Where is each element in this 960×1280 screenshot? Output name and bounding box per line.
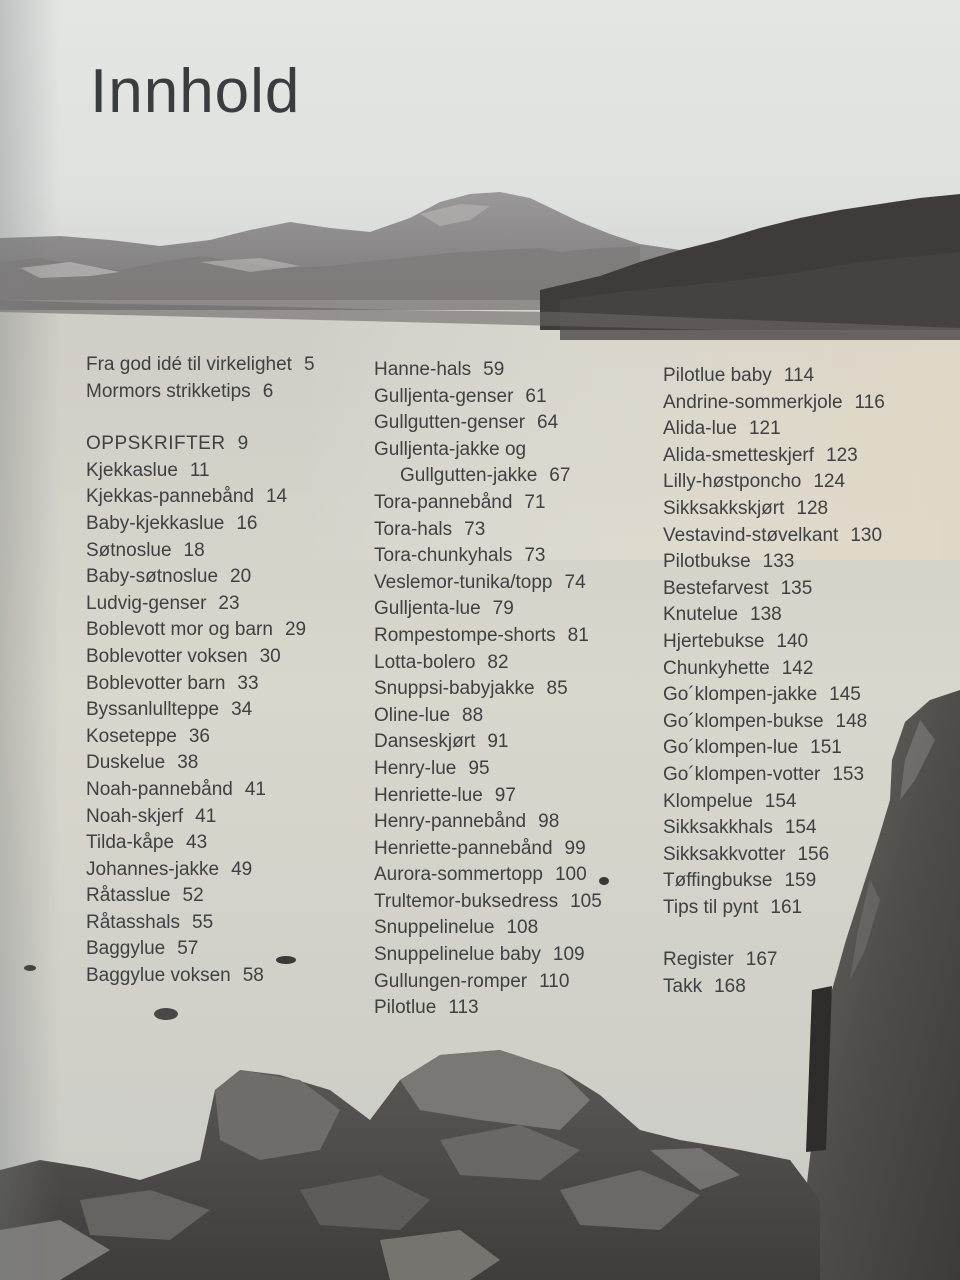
toc-page-number: 154 — [764, 790, 797, 812]
toc-page-number: 99 — [564, 837, 586, 859]
toc-entry-label: Snuppelinelue baby — [374, 944, 541, 966]
toc-page-number: 58 — [242, 965, 264, 987]
toc-page-number: 110 — [539, 970, 570, 992]
toc-entry[interactable] — [86, 591, 315, 618]
toc-entry-label: Lilly-høstponcho — [663, 471, 802, 493]
toc-entry[interactable] — [663, 709, 885, 736]
toc-entry-label: Go´klompen-votter — [663, 763, 821, 785]
toc-page-number: 74 — [564, 571, 586, 593]
toc-page-number: 36 — [188, 725, 210, 747]
toc-page-number: 121 — [748, 418, 781, 440]
toc-entry[interactable] — [374, 862, 602, 889]
toc-entry[interactable] — [374, 836, 602, 863]
toc-page-number: 148 — [835, 710, 868, 732]
toc-entry-label: Go´klompen-bukse — [663, 710, 824, 732]
toc-entry[interactable] — [374, 437, 602, 464]
toc-entry[interactable] — [86, 936, 315, 963]
toc-column-3 — [663, 363, 885, 1001]
toc-page-number: 41 — [244, 778, 266, 800]
toc-entry[interactable] — [663, 735, 885, 762]
toc-entry[interactable] — [374, 357, 602, 384]
toc-entry-label: Chunkyhette — [663, 657, 770, 679]
toc-entry-label: Boblevotter voksen — [86, 645, 248, 667]
toc-page-number: 81 — [567, 624, 589, 646]
toc-entry[interactable] — [663, 443, 885, 470]
toc-entry[interactable] — [663, 416, 885, 443]
toc-entry[interactable] — [663, 895, 885, 922]
toc-entry-label: Kjekkas-pannebånd — [86, 486, 254, 508]
toc-page-number: 82 — [487, 651, 509, 673]
toc-entry-label: Pilotbukse — [663, 551, 751, 573]
toc-entry-label: Boblevotter barn — [86, 672, 226, 694]
toc-entry[interactable] — [374, 942, 602, 969]
toc-entry[interactable] — [663, 789, 885, 816]
toc-entry-label: Pilotlue — [374, 997, 437, 1019]
toc-page-number: 73 — [464, 518, 486, 540]
toc-entry[interactable] — [374, 676, 602, 703]
toc-entry-label: Trultemor-buksedress — [374, 890, 559, 912]
toc-page-number: 9 — [237, 433, 249, 455]
toc-entry[interactable] — [86, 671, 315, 698]
toc-page-number: 91 — [487, 731, 509, 753]
toc-section-heading[interactable] — [86, 431, 315, 458]
toc-entry[interactable] — [374, 490, 602, 517]
toc-entry-label: Tora-hals — [374, 518, 453, 540]
toc-page-number: 128 — [796, 497, 829, 519]
toc-page-number: 100 — [554, 864, 587, 886]
toc-entry-label: Mormors strikketips — [86, 380, 251, 402]
toc-entry-label: Gullungen-romper — [374, 970, 528, 992]
toc-entry-label: Lotta-bolero — [374, 651, 476, 673]
toc-page-number: 168 — [714, 976, 746, 998]
toc-entry[interactable] — [374, 889, 602, 916]
toc-entry[interactable] — [86, 804, 315, 831]
toc-entry[interactable] — [374, 517, 602, 544]
toc-entry[interactable] — [374, 995, 602, 1022]
toc-page-number: 108 — [506, 917, 539, 939]
toc-entry-label: Register — [663, 949, 734, 971]
toc-entry-label: Ludvig-genser — [86, 592, 207, 614]
toc-entry-label: Tora-pannebånd — [374, 491, 513, 513]
toc-page-number: 52 — [182, 885, 204, 907]
toc-entry-label: Byssanlullteppe — [86, 699, 220, 721]
toc-page-number: 167 — [745, 949, 778, 971]
toc-entry[interactable] — [374, 463, 602, 490]
toc-entry[interactable] — [374, 809, 602, 836]
toc-entry[interactable] — [86, 910, 315, 937]
toc-page-number: 5 — [303, 354, 315, 375]
toc-page-number: 138 — [750, 604, 782, 626]
toc-page-number: 55 — [192, 911, 214, 933]
toc-entry-label: Veslemor-tunika/topp — [374, 571, 553, 593]
toc-entry-label: Sikksakkvotter — [663, 843, 786, 865]
toc-page-number: 124 — [813, 471, 846, 493]
toc-entry-label: Noah-pannebånd — [86, 778, 233, 800]
toc-entry[interactable] — [86, 644, 315, 671]
toc-page-number: 85 — [546, 678, 568, 700]
toc-entry[interactable] — [663, 602, 885, 629]
toc-entry[interactable] — [663, 549, 885, 576]
toc-entry-label: Baby-søtnoslue — [86, 566, 219, 588]
toc-entry[interactable] — [86, 963, 315, 990]
book-gutter-shadow — [0, 0, 60, 1280]
toc-entry-label: Pilotlue baby — [663, 365, 772, 386]
toc-entry-label: Tøffingbukse — [663, 870, 773, 892]
toc-entry-label: Oline-lue — [374, 704, 451, 726]
toc-entry[interactable] — [663, 815, 885, 842]
toc-page-number: 18 — [183, 539, 205, 561]
toc-entry-label: Alida-smetteskjerf — [663, 444, 814, 466]
toc-entry-label: Andrine-sommerkjole — [663, 391, 843, 413]
toc-page-number: 135 — [780, 577, 813, 599]
toc-entry-label: Danseskjørt — [374, 731, 476, 753]
toc-column-1 — [86, 352, 315, 990]
toc-spacer — [86, 405, 315, 431]
toc-entry-label: Gulljenta-lue — [374, 598, 481, 620]
toc-entry[interactable] — [374, 969, 602, 996]
toc-page-number: 34 — [231, 699, 253, 721]
toc-entry[interactable] — [86, 697, 315, 724]
toc-entry-label: Fra god idé til virkelighet — [86, 354, 292, 375]
toc-entry[interactable] — [374, 756, 602, 783]
toc-entry[interactable] — [86, 617, 315, 644]
toc-entry[interactable] — [86, 857, 315, 884]
toc-page-number: 98 — [538, 811, 560, 833]
toc-page-number: 73 — [524, 545, 546, 567]
toc-entry[interactable] — [663, 576, 885, 603]
toc-entry-label: Snuppelinelue — [374, 917, 495, 939]
toc-entry-label: Gulljenta-genser — [374, 385, 514, 407]
toc-page-number: 16 — [236, 512, 258, 534]
toc-entry-label: Kjekkaslue — [86, 459, 178, 481]
toc-entry[interactable] — [86, 538, 315, 565]
toc-entry-label: Hanne-hals — [374, 359, 472, 380]
toc-entry[interactable] — [374, 410, 602, 437]
toc-entry-label: Bestefarvest — [663, 577, 769, 599]
toc-page-number: 113 — [448, 997, 479, 1019]
toc-entry-label: Gullgutten-jakke — [400, 465, 538, 487]
toc-entry-label: Råtasshals — [86, 911, 180, 933]
toc-entry-label: Tora-chunkyhals — [374, 545, 513, 567]
toc-column-2 — [374, 357, 602, 1022]
toc-page-number: 130 — [850, 524, 883, 546]
toc-entry[interactable] — [663, 496, 885, 523]
toc-entry[interactable] — [663, 390, 885, 417]
toc-entry[interactable] — [86, 830, 315, 857]
toc-entry[interactable] — [374, 384, 602, 411]
toc-entry[interactable] — [86, 379, 315, 406]
toc-entry-label: Sikksakkhals — [663, 817, 773, 839]
toc-page-number: 142 — [781, 657, 814, 679]
page-title: Innhold — [90, 57, 301, 126]
toc-page-number: 11 — [189, 459, 210, 481]
toc-page-number: 97 — [494, 784, 516, 806]
toc-page-number: 140 — [776, 630, 809, 652]
toc-page-number: 29 — [284, 619, 307, 641]
toc-entry[interactable] — [86, 511, 315, 538]
toc-page-number: 61 — [525, 385, 547, 407]
toc-entry[interactable] — [86, 352, 315, 379]
toc-page-number: 156 — [797, 843, 830, 865]
toc-page-number: 153 — [832, 763, 865, 785]
toc-entry[interactable] — [86, 484, 315, 511]
toc-page-number: 114 — [783, 365, 815, 386]
toc-entry-label: Takk — [663, 976, 703, 998]
toc-entry[interactable] — [374, 703, 602, 730]
toc-page-number: 20 — [230, 566, 252, 588]
toc-entry-label: Boblevott mor og barn — [86, 619, 273, 641]
toc-entry[interactable] — [663, 682, 885, 709]
toc-entry[interactable] — [663, 363, 885, 390]
toc-page-number: 64 — [537, 412, 559, 434]
toc-entry[interactable] — [86, 883, 315, 910]
toc-entry-label: Klompelue — [663, 790, 753, 812]
toc-page-number: 38 — [177, 752, 199, 774]
toc-entry[interactable] — [374, 729, 602, 756]
toc-entry-label: Johannes-jakke — [86, 858, 220, 880]
toc-page-number: 109 — [552, 944, 585, 966]
toc-entry[interactable] — [374, 915, 602, 942]
toc-page-number: 95 — [468, 757, 490, 779]
toc-entry-label: Duskelue — [86, 752, 166, 774]
toc-entry-label: Baggylue — [86, 938, 166, 960]
toc-page-number: 43 — [186, 832, 208, 854]
toc-page-number: 30 — [259, 645, 281, 667]
toc-entry[interactable] — [663, 629, 885, 656]
toc-entry-label: Go´klompen-lue — [663, 737, 799, 759]
toc-entry[interactable] — [86, 777, 315, 804]
toc-entry[interactable] — [663, 868, 885, 895]
toc-entry-label: Noah-skjerf — [86, 805, 184, 827]
toc-page-number: 14 — [265, 486, 288, 508]
toc-entry-label: Alida-lue — [663, 418, 737, 440]
toc-entry[interactable] — [663, 523, 885, 550]
toc-entry-label: Gulljenta-jakke og — [374, 438, 527, 460]
toc-entry-label: Baby-kjekkaslue — [86, 512, 225, 534]
toc-entry-label: Knutelue — [663, 604, 739, 626]
toc-entry[interactable] — [663, 842, 885, 869]
toc-entry[interactable] — [374, 596, 602, 623]
toc-entry-label: Aurora-sommertopp — [374, 864, 543, 886]
toc-page-number: 59 — [483, 359, 505, 380]
toc-page-number: 133 — [762, 551, 795, 573]
toc-entry-label: Sikksakkskjørt — [663, 497, 785, 519]
toc-page-number: 88 — [462, 704, 484, 726]
toc-entry-label: OPPSKRIFTER — [86, 433, 226, 455]
toc-entry-label: Søtnoslue — [86, 539, 172, 561]
toc-entry-label: Vestavind-støvelkant — [663, 524, 839, 546]
toc-entry-label: Tips til pynt — [663, 896, 759, 918]
toc-page-number: 79 — [492, 598, 514, 620]
toc-spacer — [663, 921, 885, 947]
toc-entry-label: Henry-pannebånd — [374, 811, 527, 833]
toc-page-number: 123 — [826, 444, 858, 466]
toc-entry[interactable] — [86, 724, 315, 751]
toc-entry-label: Rompestompe-shorts — [374, 624, 556, 646]
toc-entry[interactable] — [374, 623, 602, 650]
toc-entry-label: Henriette-pannebånd — [374, 837, 553, 859]
toc-page-number: 57 — [177, 938, 199, 960]
toc-entry-label: Henry-lue — [374, 757, 457, 779]
toc-entry-label: Baggylue voksen — [86, 965, 231, 987]
toc-entry[interactable] — [86, 750, 315, 777]
toc-page-number: 67 — [549, 465, 571, 487]
toc-page-number: 105 — [570, 890, 602, 912]
toc-page-number: 154 — [784, 817, 817, 839]
toc-entry[interactable] — [374, 570, 602, 597]
toc-entry-label: Snuppsi-babyjakke — [374, 678, 535, 700]
toc-entry[interactable] — [374, 783, 602, 810]
toc-page-number: 145 — [829, 684, 861, 706]
toc-entry-label: Koseteppe — [86, 725, 177, 747]
toc-entry-label: Go´klompen-jakke — [663, 684, 818, 706]
toc-page-number: 151 — [810, 737, 842, 759]
toc-entry-label: Råtasslue — [86, 885, 171, 907]
toc-entry-label: Hjertebukse — [663, 630, 765, 652]
toc-page-number: 71 — [524, 491, 546, 513]
toc-page-number: 159 — [784, 870, 817, 892]
toc-entry-label: Gullgutten-genser — [374, 412, 526, 434]
toc-entry[interactable] — [663, 762, 885, 789]
toc-entry[interactable] — [663, 469, 885, 496]
toc-entry[interactable] — [86, 458, 315, 485]
toc-entry[interactable] — [86, 564, 315, 591]
toc-page-number: 6 — [262, 380, 274, 402]
toc-page-number: 41 — [195, 805, 217, 827]
toc-page-number: 49 — [231, 858, 253, 880]
toc-entry[interactable] — [663, 947, 885, 974]
toc-entry[interactable] — [663, 656, 885, 683]
toc-page-number: 33 — [237, 672, 259, 694]
toc-entry[interactable] — [374, 650, 602, 677]
toc-page-number: 161 — [770, 896, 803, 918]
toc-entry[interactable] — [374, 543, 602, 570]
toc-entry-label: Henriette-lue — [374, 784, 483, 806]
toc-page-number: 116 — [854, 391, 885, 413]
toc-entry[interactable] — [663, 974, 885, 1001]
toc-page-number: 23 — [218, 592, 240, 614]
toc-entry-label: Tilda-kåpe — [86, 832, 175, 854]
